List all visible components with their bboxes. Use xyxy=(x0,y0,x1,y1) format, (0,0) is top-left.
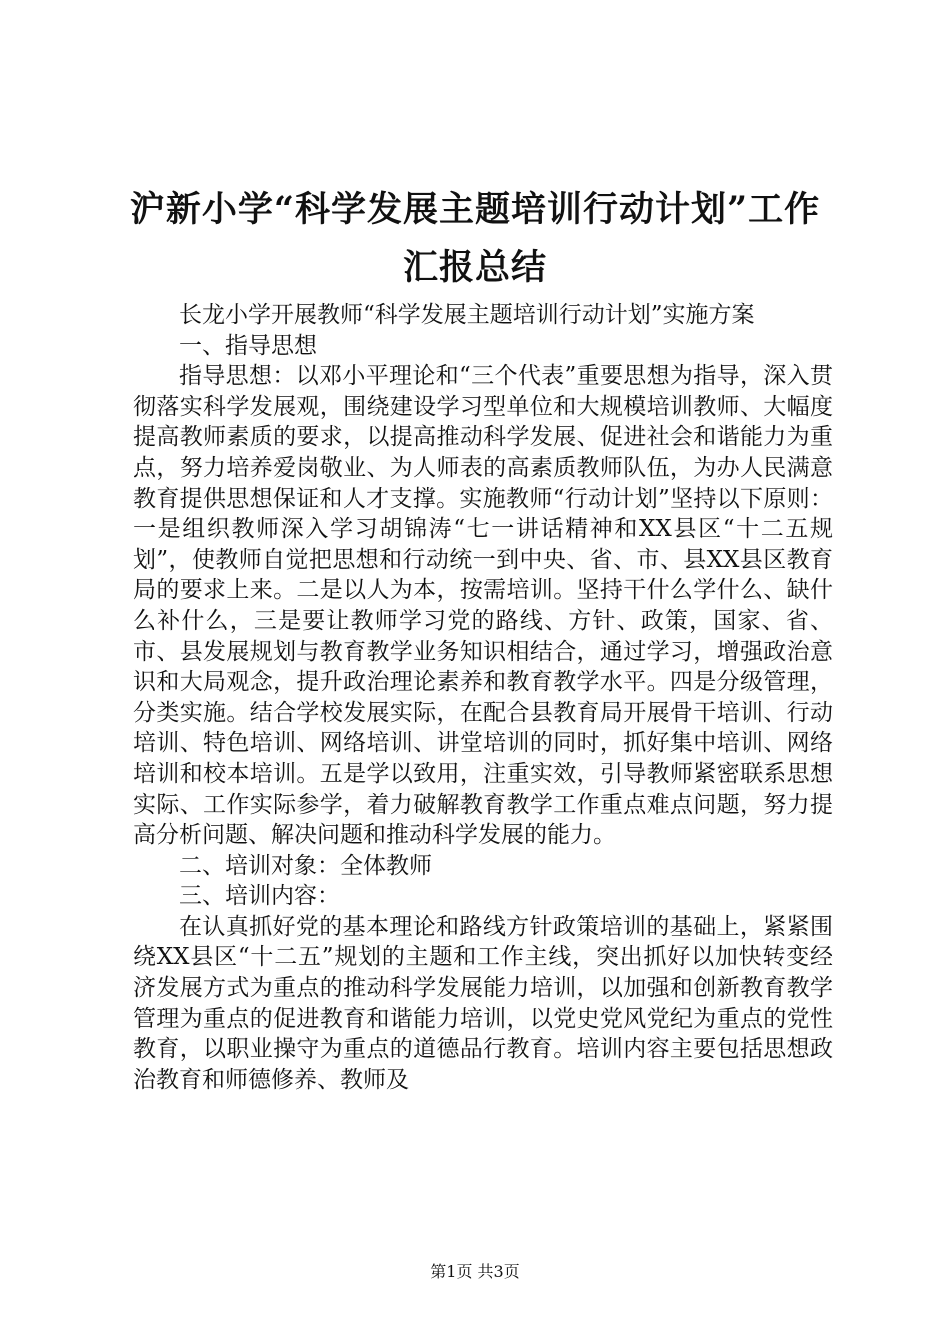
document-title-line-2: 汇报总结 xyxy=(402,247,547,288)
paragraph-plan-title: 长龙小学开展教师“科学发展主题培训行动计划”实施方案 xyxy=(179,302,755,328)
heading-training-content: 三、培训内容： xyxy=(179,883,340,910)
document-body xyxy=(133,300,833,1095)
paragraph-training-content: 在认真抓好党的基本理论和路线方针政策培训的基础上，紧紧围绕XX县区“十二五”规划的主题和工作主线，突出抓好以加快转变经济发展方式为重点的推动科学发展能力培训，以加强和创新教育教学管理为重点的促进教育和谐能力培训，以党史党风党纪为重点的党性教育，以职业操守为重点的道德品行教育。培训内容主要包括思想政治教育和师德修养、教师及 xyxy=(133,913,833,1093)
paragraph-guiding-thought: 指导思想：以邓小平理论和“三个代表”重要思想为指导，深入贯彻落实科学发展观，围绕建设学习型单位和大规模培训教师、大幅度提高教师素质的要求，以提高推动科学发展、促进社会和谐能力为重点，努力培养爱岗敬业、为人师表的高素质教师队伍，为办人民满意教育提供思想保证和人才支撑。实施教师“行动计划”坚持以下原则：一是组织教师深入学习胡锦涛“七一讲话精神和XX县区“十二五规划”，使教师自觉把思想和行动统一到中央、省、市、县XX县区教育局的要求上来。二是以人为本，按需培训。坚持干什么学什么、缺什么补什么，三是要让教师学习党的路线、方针、政策，国家、省、市、县发展规划与教育教学业务知识相结合，通过学习，增强政治意识和大局观念，提升政治理论素养和教育教学水平。四是分级管理，分类实施。结合学校发展实际，在配合县教育局开展骨干培训、行动培训、特色培训、网络培训、讲堂培训的同时，抓好集中培训、网络培训和校本培训。五是学以致用，注重实效，引导教师紧密联系思想实际、工作实际参学，着力破解教育教学工作重点难点问题，努力提高分析问题、解决问题和推动科学发展的能力。 xyxy=(133,363,833,849)
heading-guiding-thought: 一、指导思想 xyxy=(179,332,317,359)
page-number-footer: 第1页 共3页 xyxy=(430,1262,520,1281)
document-title-line-1: 沪新小学“科学发展主题培训行动计划”工作 xyxy=(129,189,821,230)
heading-training-target: 二、培训对象：全体教师 xyxy=(179,852,432,879)
